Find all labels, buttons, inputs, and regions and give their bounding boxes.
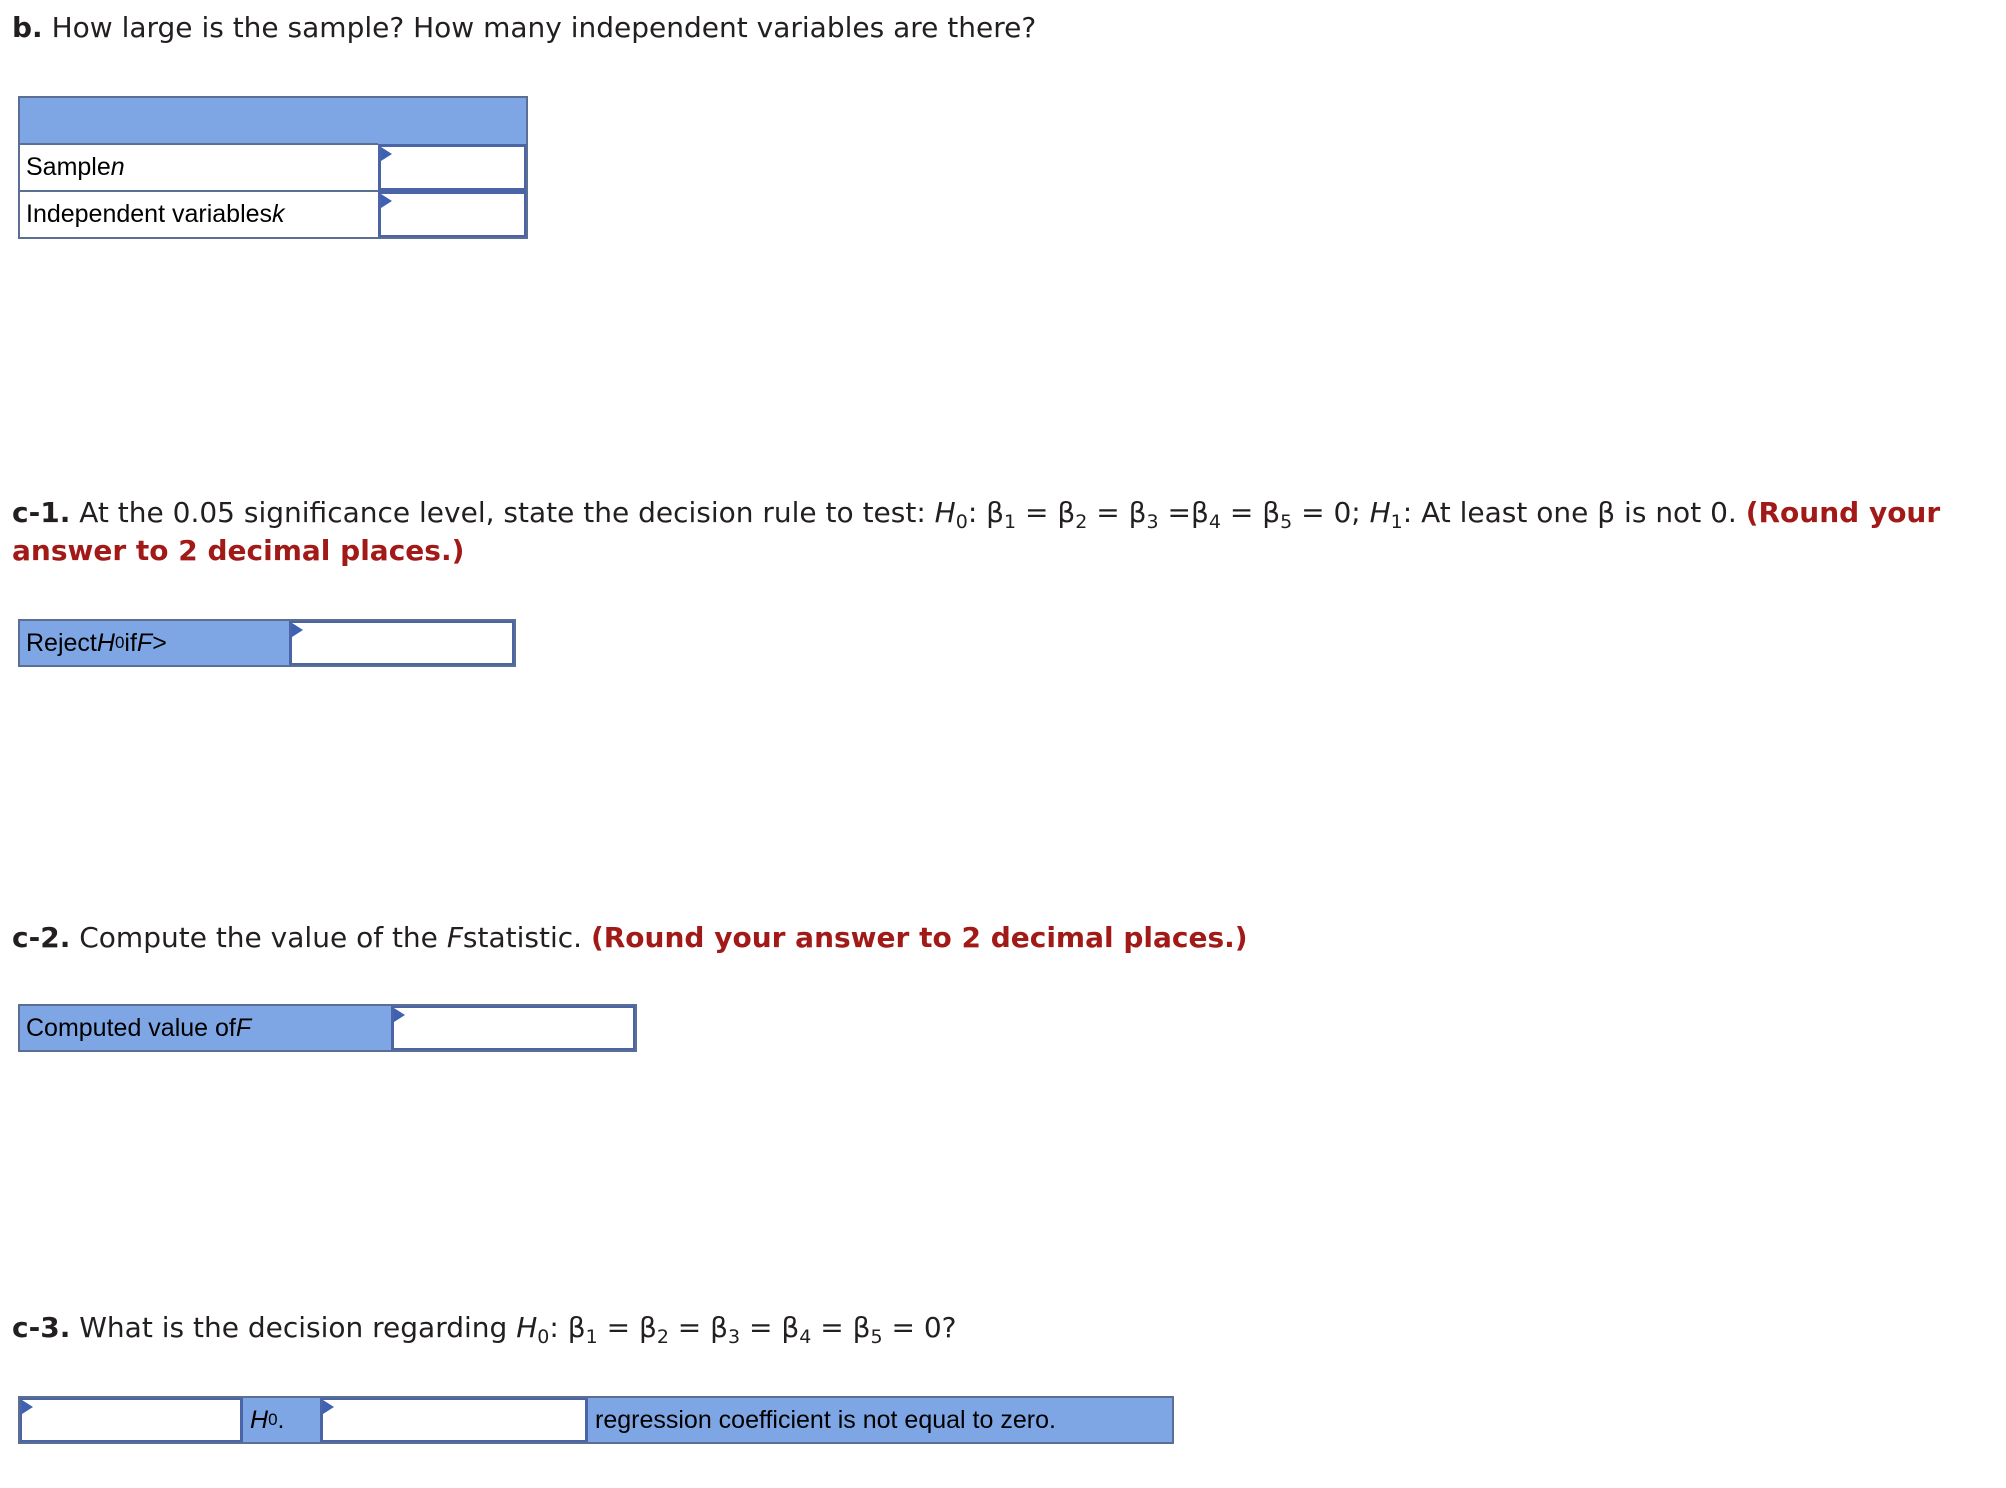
table-b-divider-2 — [18, 190, 378, 192]
question-c1-label: c-1. — [12, 496, 71, 529]
question-c1-line1: c-1. At the 0.05 significance level, state the decision rule to test: $H_0$: $\beta_1 = \beta_2 = \beta_3 =\beta_4 = \beta_5 = 0$; $H_1$: At least one β is not 0. (Round your — [12, 496, 1941, 533]
sample-n-input[interactable] — [378, 144, 527, 191]
question-c2-label: c-2. — [12, 921, 71, 954]
table-b-header — [19, 97, 527, 144]
question-c3: c-3. What is the decision regarding $H_0$: $\beta_1 = \beta_2 = \beta_3 = \beta_4 = \beta_5 = 0$? — [12, 1311, 957, 1348]
computed-f-label: Computed value of F — [19, 1005, 391, 1051]
sample-n-label: Sample n — [19, 144, 378, 191]
independent-k-label: Independent variables k — [19, 191, 378, 238]
question-c1-line2 — [12, 531, 464, 570]
c1-round-note-2: answer to 2 decimal places.) — [12, 534, 465, 567]
h0-cell: H 0 . — [243, 1397, 320, 1443]
reject-h0-label: Reject H 0 if F > — [19, 620, 289, 666]
c2-round-note: (Round your answer to 2 decimal places.) — [590, 921, 1248, 954]
question-c3-label: c-3. — [12, 1311, 71, 1344]
question-b-text: How large is the sample? How many independent variables are there? — [51, 11, 1037, 44]
decision-dropdown[interactable] — [19, 1397, 243, 1443]
regression-text-cell: regression coefficient is not equal to zero. — [588, 1397, 1173, 1443]
coefficient-dropdown[interactable] — [320, 1397, 588, 1443]
computed-f-input[interactable] — [391, 1005, 636, 1051]
independent-k-input[interactable] — [378, 191, 527, 238]
c1-round-note-1: (Round your — [1745, 496, 1941, 529]
question-b-label: b. — [12, 11, 43, 44]
table-b-divider-1 — [18, 143, 378, 145]
sample-n-var: n — [110, 153, 125, 181]
independent-k-var: k — [272, 200, 285, 228]
question-c2: c-2. Compute the value of the Fstatistic. (Round your answer to 2 decimal places.) — [12, 921, 1248, 954]
reject-f-input[interactable] — [289, 620, 515, 666]
question-b — [12, 8, 1036, 47]
